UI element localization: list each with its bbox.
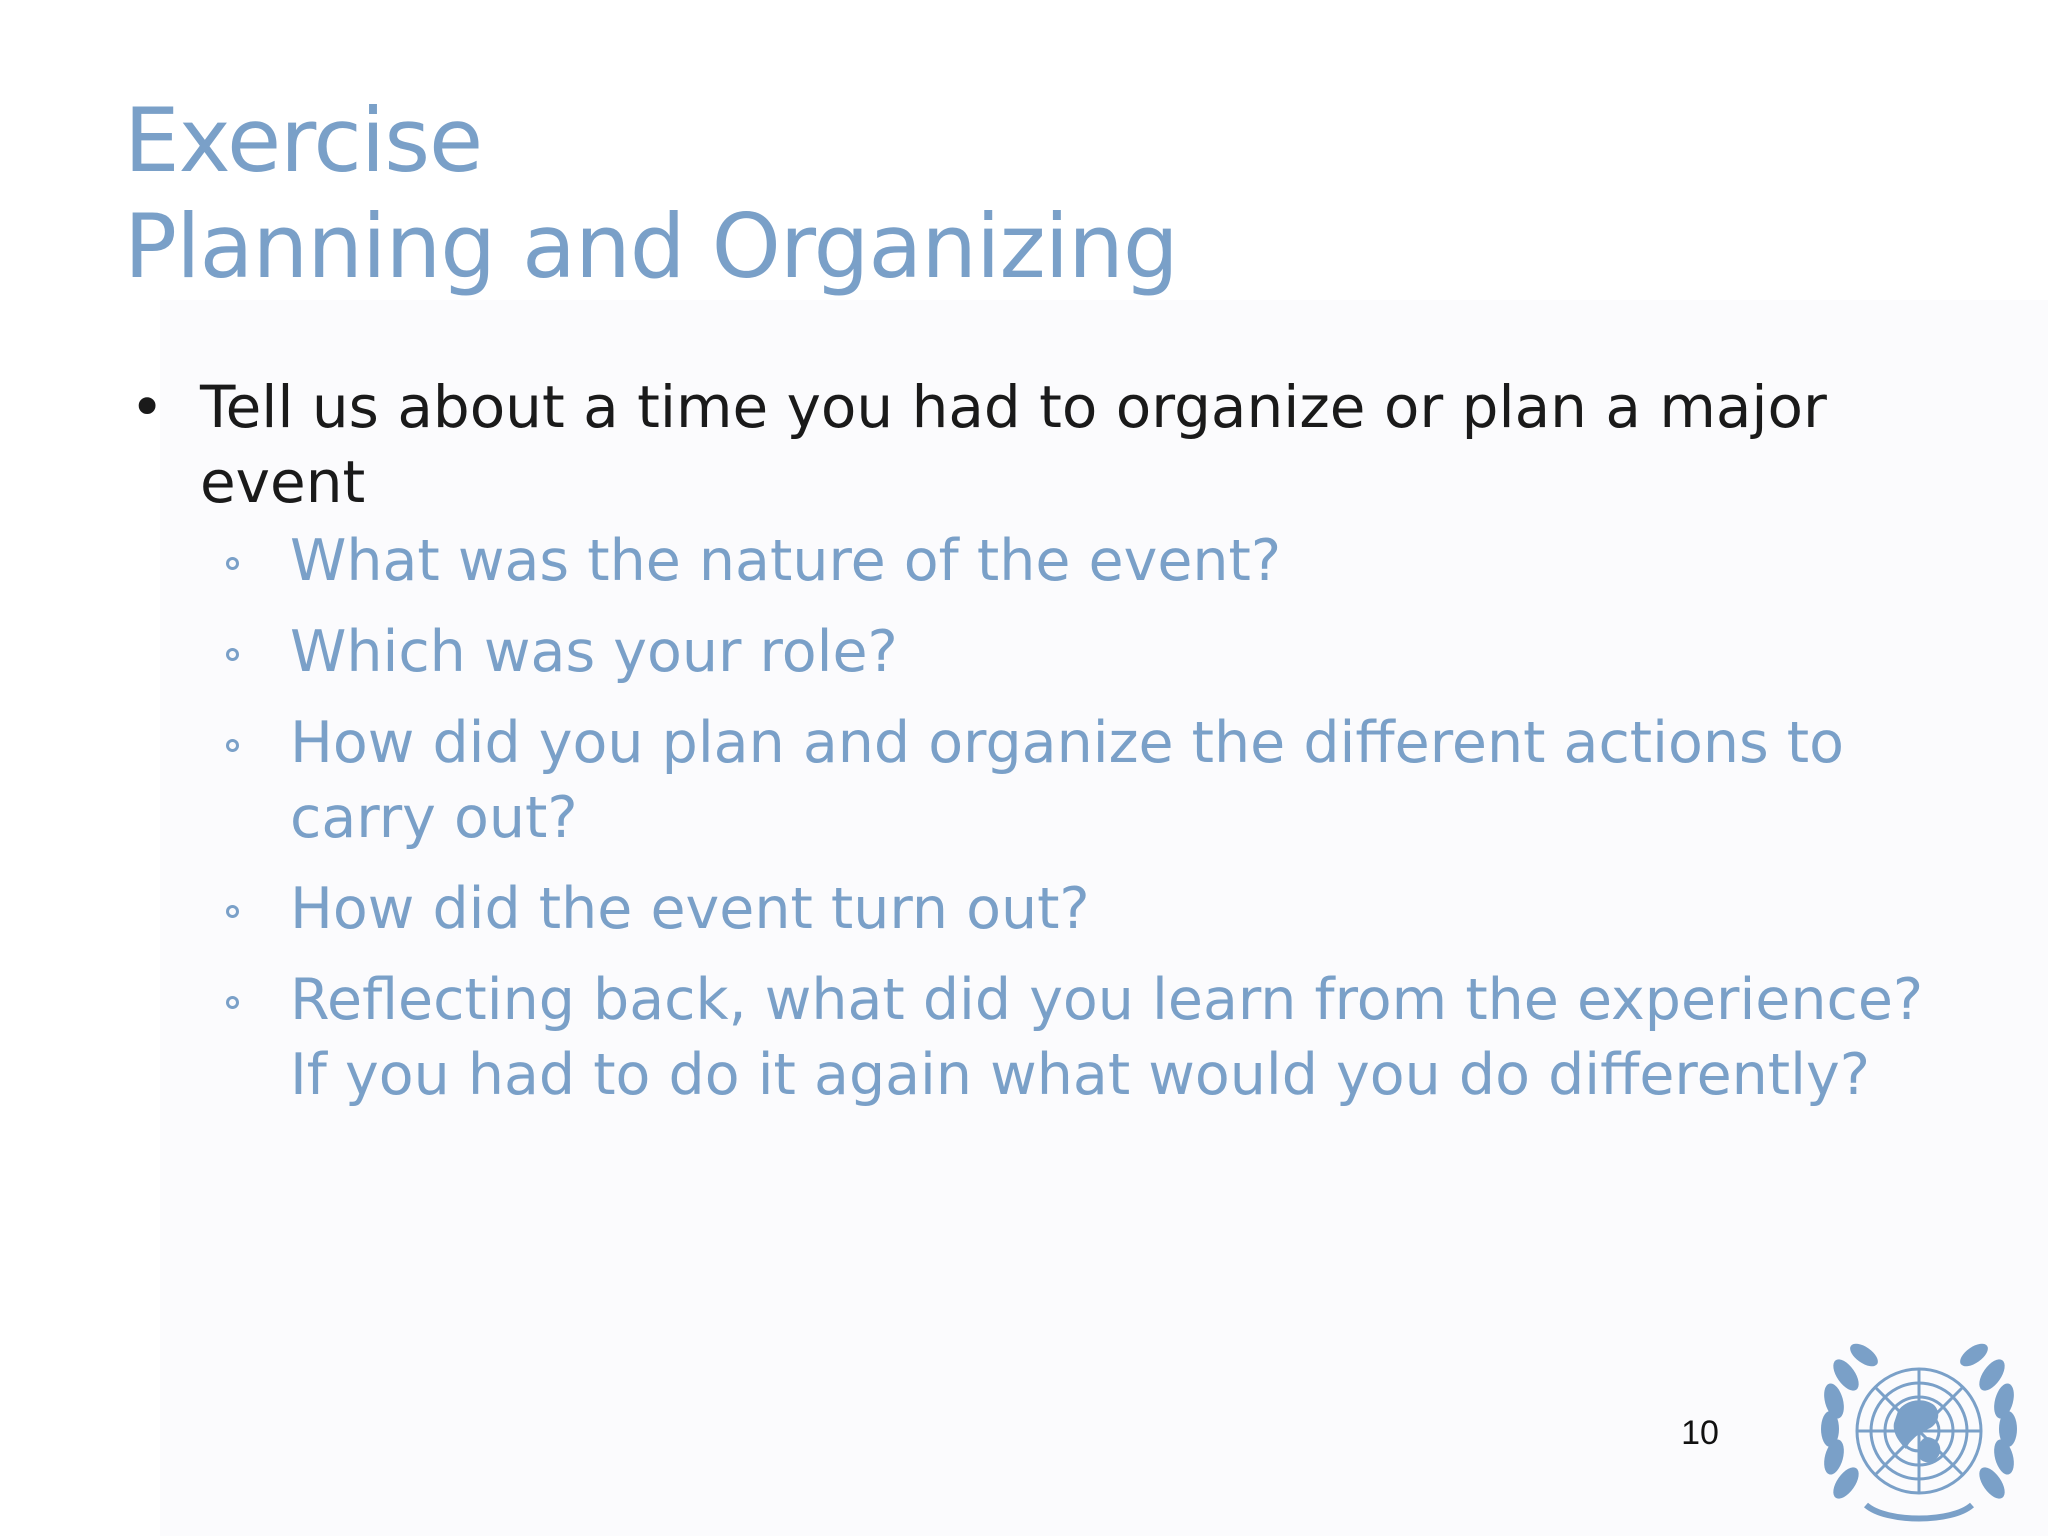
sub-bullet-text: What was the nature of the event? — [290, 528, 1282, 594]
sub-bullet-list — [124, 524, 1944, 1113]
ring-bullet-icon — [226, 739, 239, 752]
un-emblem-icon — [1806, 1333, 2032, 1533]
main-bullet — [124, 370, 1944, 520]
ring-bullet-icon — [226, 996, 239, 1009]
sub-bullet-item — [290, 615, 1944, 690]
title-line-1: Exercise — [124, 89, 483, 192]
main-bullet-text: Tell us about a time you had to organize or plan a major event — [200, 373, 1827, 516]
title-line-2: Planning and Organizing — [124, 195, 1178, 298]
page-number: 10 — [1681, 1414, 1719, 1452]
ring-bullet-icon — [226, 905, 239, 918]
bullet-list — [124, 370, 1944, 1129]
sub-bullet-item — [290, 706, 1944, 856]
sub-bullet-item — [290, 524, 1944, 599]
sub-bullet-item — [290, 872, 1944, 947]
sub-bullet-text: How did you plan and organize the different actions to carry out? — [290, 710, 1845, 851]
sub-bullet-text: How did the event turn out? — [290, 876, 1090, 942]
ring-bullet-icon — [226, 648, 239, 661]
ring-bullet-icon — [226, 557, 239, 570]
slide-title — [124, 88, 1924, 300]
sub-bullet-item — [290, 963, 1944, 1113]
sub-bullet-text: Reflecting back, what did you learn from the experience? If you had to do it again what would you do differently? — [290, 967, 1924, 1108]
bullet-dot-icon: • — [130, 373, 165, 441]
sub-bullet-text: Which was your role? — [290, 619, 898, 685]
